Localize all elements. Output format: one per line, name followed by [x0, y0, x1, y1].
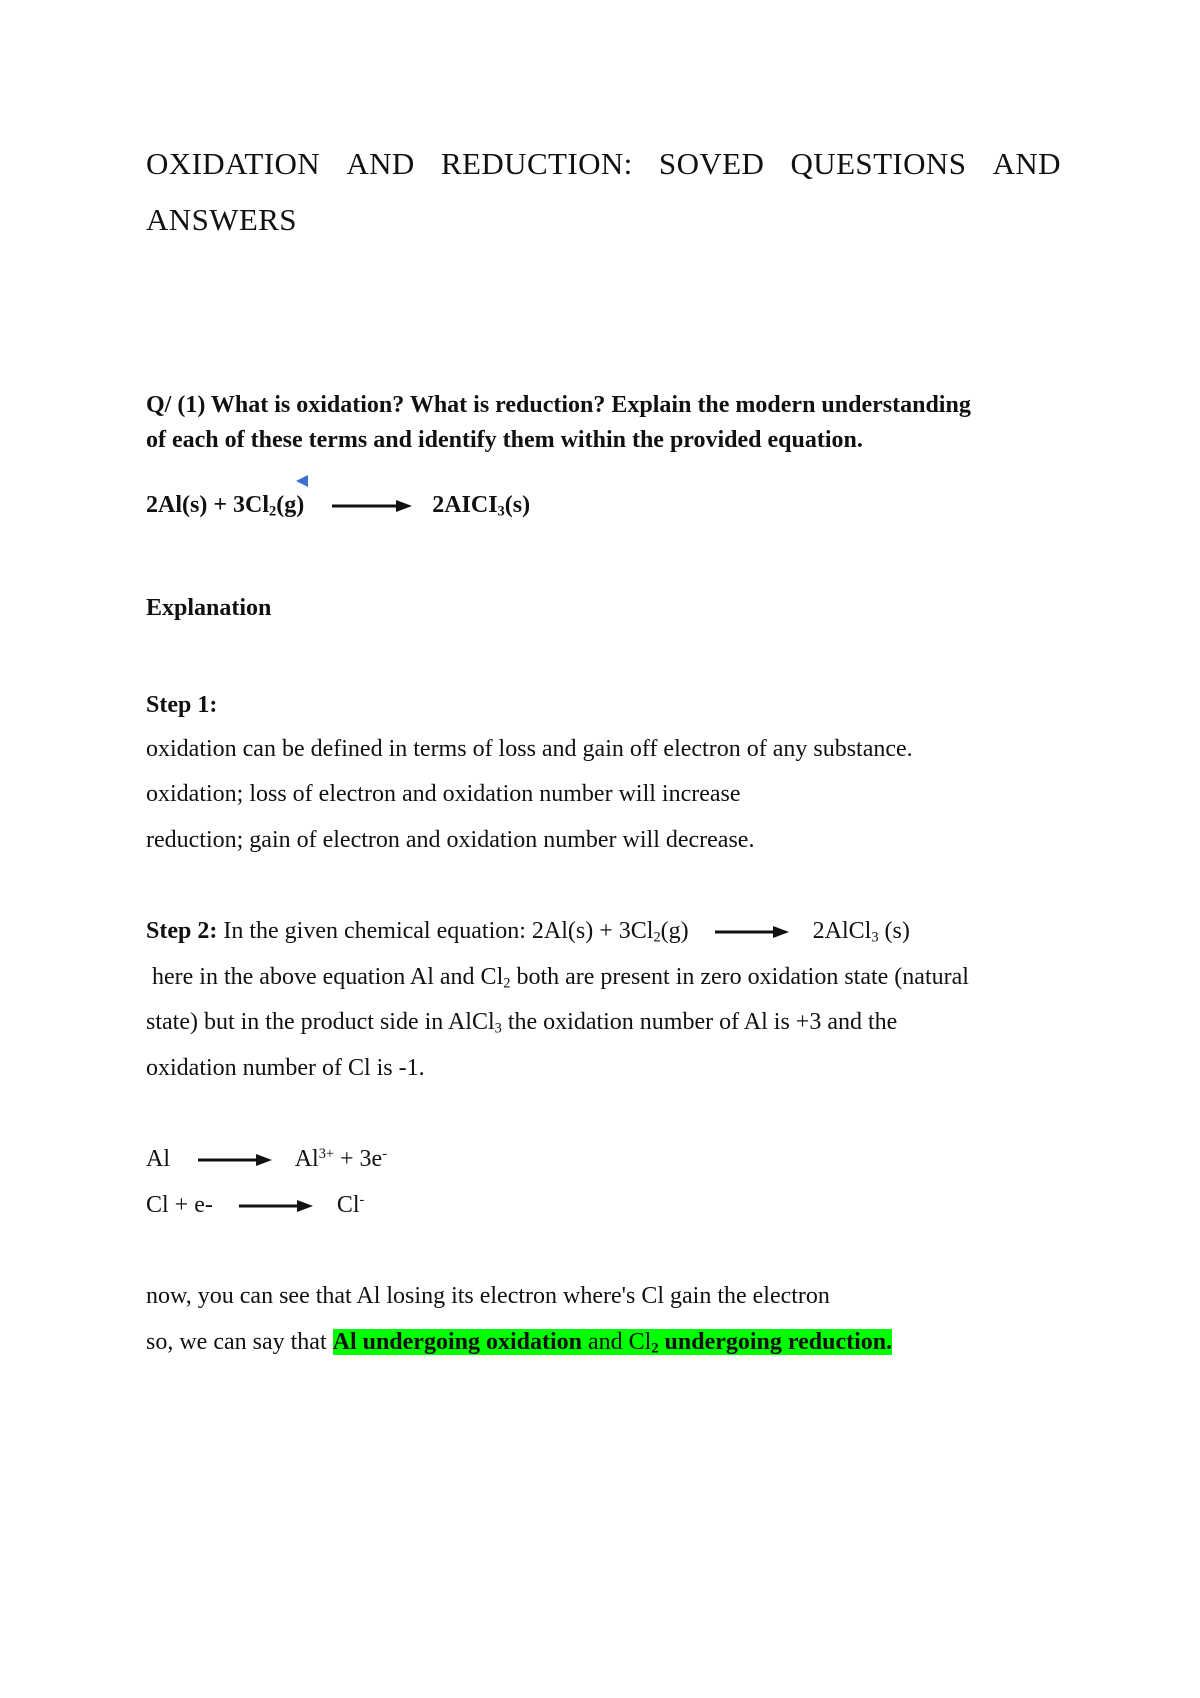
- step1-label: Step 1:: [146, 692, 218, 718]
- half-reaction-reduction: Cl + e- Cl-: [146, 1192, 365, 1218]
- step2-line-2: here in the above equation Al and $Cl_2$ both are present in zero oxidation state (natural: [146, 964, 969, 992]
- explanation-heading: Explanation: [146, 595, 272, 621]
- step2-line-3: state) but in the product side in AlCl$_3$ the oxidation number of Al is +3 and the: [146, 1009, 898, 1037]
- step1-line-2: oxidation; loss of electron and oxidation number will increase: [146, 781, 741, 807]
- reaction-arrow-icon: [239, 1199, 313, 1213]
- half-reaction-oxidation: Al $Al^{3+} + 3e^-$: [146, 1146, 387, 1172]
- document-title: [146, 136, 1061, 248]
- step2-label: Step 2:: [146, 918, 218, 944]
- caret-marker-icon: [294, 474, 310, 488]
- highlighted-answer: Al undergoing oxidation and $Cl_2$ undergoing reduction.: [332, 1329, 893, 1357]
- question-line-2: of each of these terms and identify them within the provided equation.: [146, 427, 863, 453]
- title-line-2: ANSWERS: [146, 202, 297, 237]
- question-line-1: Q/ (1) What is oxidation? What is reduction? Explain the modern understanding: [146, 392, 971, 418]
- step1-line-1: oxidation can be defined in terms of loss and gain off electron of any substance.: [146, 736, 913, 762]
- step2-line-4: oxidation number of Cl is -1.: [146, 1055, 425, 1081]
- reaction-arrow-icon: [715, 925, 789, 939]
- question-equation: $2Al(s) + 3Cl_2(g)$ $2AICI_3(s)$: [146, 492, 531, 520]
- title-line-1: OXIDATION AND REDUCTION: SOVED QUESTIONS AND: [146, 146, 1061, 181]
- reaction-arrow-icon: [198, 1153, 272, 1167]
- reaction-arrow-icon: [332, 499, 412, 513]
- step2-line-1: Step 2: In the given chemical equation: $2Al(s) + 3Cl_2(g)$ 2AlCl$_3$ (s): [146, 918, 910, 946]
- step1-line-3: reduction; gain of electron and oxidation number will decrease.: [146, 827, 755, 853]
- conclusion-line-2: so, we can say that Al undergoing oxidation and $Cl_2$ undergoing reduction.: [146, 1329, 893, 1357]
- conclusion-line-1: now, you can see that Al losing its electron where's Cl gain the electron: [146, 1283, 830, 1309]
